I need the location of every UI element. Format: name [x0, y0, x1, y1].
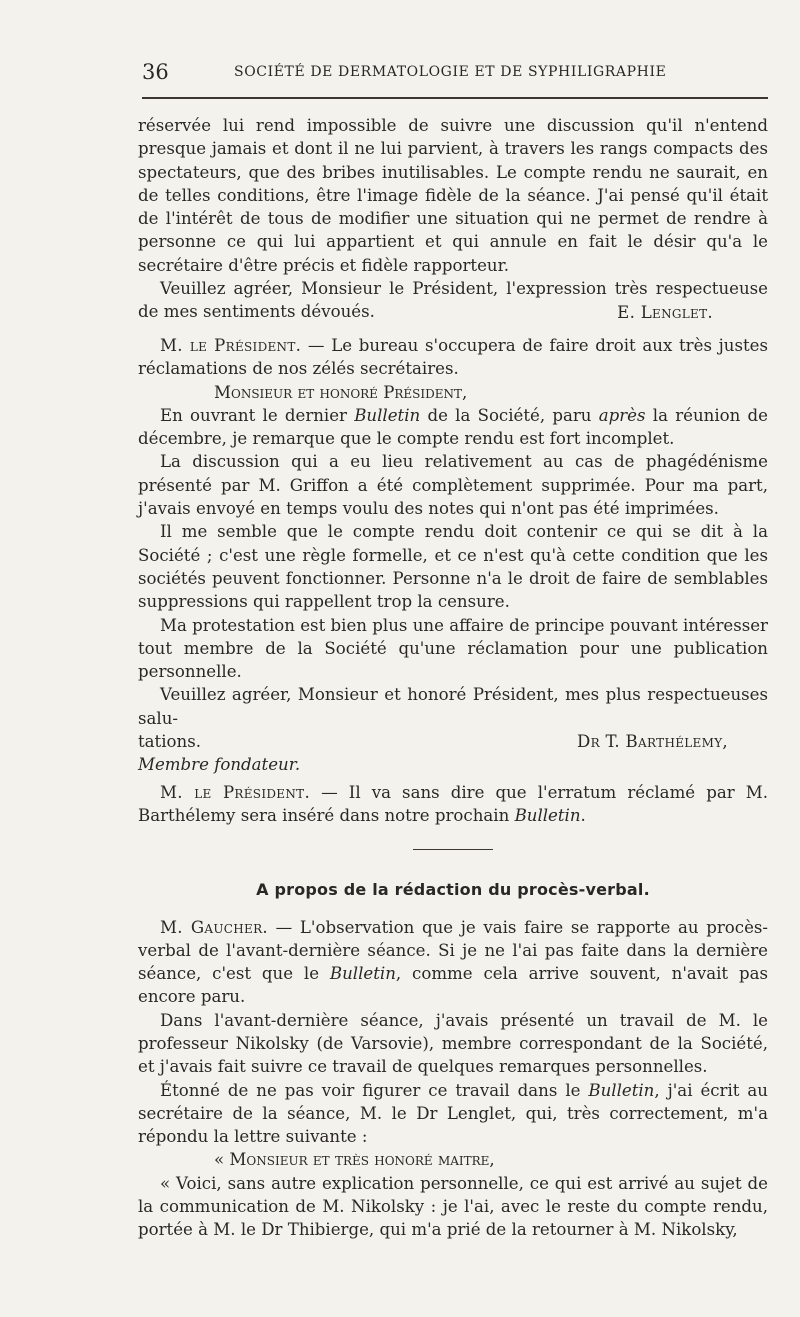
bulletin-italic: Bulletin	[329, 964, 396, 984]
letter2-closing: Veuillez agréer, Monsieur et honoré Président, mes plus respectueuses salu-	[138, 685, 768, 728]
text-run: En ouvrant le dernier	[160, 405, 355, 425]
section-title: A propos de la rédaction du procès-verbal.	[256, 880, 650, 900]
letter2-paragraph-3: Il me semble que le compte rendu doit contenir ce qui se dit à la Société ; c'est une règle formelle, et ce n'est qu'à cette condition que les sociétés peuvent fonctionner. Personne n'a le droit de faire de semblables suppressions qui rappellent trop la censure.	[138, 522, 768, 612]
letter2-closing-end: tations.	[138, 732, 202, 752]
gaucher-paragraph-3	[138, 1079, 768, 1149]
text-run: .	[580, 805, 586, 825]
text-run: Étonné de ne pas voir figurer ce travail dans le	[160, 1080, 589, 1100]
header-rule	[142, 97, 768, 99]
letter2-signature: Dr T. Barthélemy,	[576, 732, 728, 752]
letter2-signature-line	[138, 730, 768, 753]
speaker-gaucher: M. Gaucher.	[160, 917, 268, 937]
section-separator	[413, 849, 493, 850]
president-remark-1	[138, 334, 768, 381]
letter1-signature: E. Lenglet.	[617, 302, 713, 322]
letter3-salutation: « Monsieur et très honoré maitre,	[214, 1150, 495, 1170]
text-run: , comme cela arrive souvent, n'avait pas encore paru.	[138, 964, 768, 1007]
text-run: — L'observation que je vais faire se rapporte au procès-verbal de l'avant-dernière séance. Si je ne l'ai pas faite dans la dernière séance, c'est que le	[138, 917, 769, 984]
president-remark-1-text: — Le bureau s'occupera de faire droit aux très justes réclamations de nos zélés secrétaires.	[138, 335, 768, 379]
page-number: 36	[142, 60, 169, 84]
text-run: la réunion de décembre, je remarque que le compte rendu est fort incomplet.	[138, 405, 768, 449]
letter2-salutation: Monsieur et honoré Président,	[214, 382, 468, 402]
text-run: , j'ai écrit au secrétaire de la séance, M. le Dr Lenglet, qui, très correctement, m'a répondu la lettre suivante :	[138, 1080, 768, 1147]
letter2-paragraph-4: Ma protestation est bien plus une affaire de principe pouvant intéresser tout membre de la Société qu'une réclamation pour une publication personnelle.	[138, 615, 768, 682]
apres-italic: après	[598, 405, 646, 425]
bulletin-italic: Bulletin	[354, 405, 421, 425]
letter3-paragraph-1: « Voici, sans autre explication personnelle, ce qui est arrivé au sujet de la communication de M. Nikolsky : je l'ai, avec le reste du compte rendu, portée à M. le Dr Thibierge, qui m'a prié de la retourner à M. Nikolsky,	[138, 1173, 768, 1240]
running-title: SOCIÉTÉ DE DERMATOLOGIE ET DE SYPHILIGRAPHIE	[234, 64, 667, 80]
page-body	[138, 114, 768, 1242]
bulletin-italic: Bulletin	[588, 1080, 655, 1100]
letter2-paragraph-2: La discussion qui a eu lieu relativement au cas de phagédénisme présenté par M. Griffon a été complètement supprimée. Pour ma part, j'avais envoyé en temps voulu des notes qui n'ont pas été imprimées.	[138, 452, 768, 519]
text-run: de la Société, paru	[420, 405, 599, 425]
letter1-closing: Veuillez agréer, Monsieur le Président, l'expression très respectueuse de mes sentiments dévoués.	[138, 279, 768, 322]
page-header	[142, 60, 768, 86]
president-remark-2	[138, 781, 768, 828]
speaker-president: M. le Président.	[160, 782, 311, 802]
text-run: — Il va sans dire que l'erratum réclamé par M. Barthélemy sera inséré dans notre prochain	[138, 782, 768, 825]
gaucher-paragraph-2: Dans l'avant-dernière séance, j'avais présenté un travail de M. le professeur Nikolsky (de Varsovie), membre correspondant de la Société, et j'avais fait suivre ce travail de quelques remarques personnelles.	[138, 1010, 768, 1077]
speaker-president: M. le Président.	[160, 335, 302, 355]
bulletin-italic: Bulletin	[514, 805, 581, 825]
letter1-paragraph: réservée lui rend impossible de suivre une discussion qu'il n'entend presque jamais et dont il ne lui parvient, à travers les rangs compacts des spectateurs, que des bribes inutilisables. Le compte rendu ne saurait, en de telles conditions, être l'image fidèle de la séance. J'ai pensé qu'il était de l'intérêt de tous de modifier une situation qui ne permet de rendre à personne ce qui lui appartient et qui annule en fait le désir qu'a le secrétaire d'être précis et fidèle rapporteur.	[138, 116, 768, 275]
gaucher-paragraph-1	[138, 916, 768, 1009]
letter2-signature-role: Membre fondateur.	[138, 755, 301, 775]
letter2-paragraph-1	[138, 404, 768, 451]
